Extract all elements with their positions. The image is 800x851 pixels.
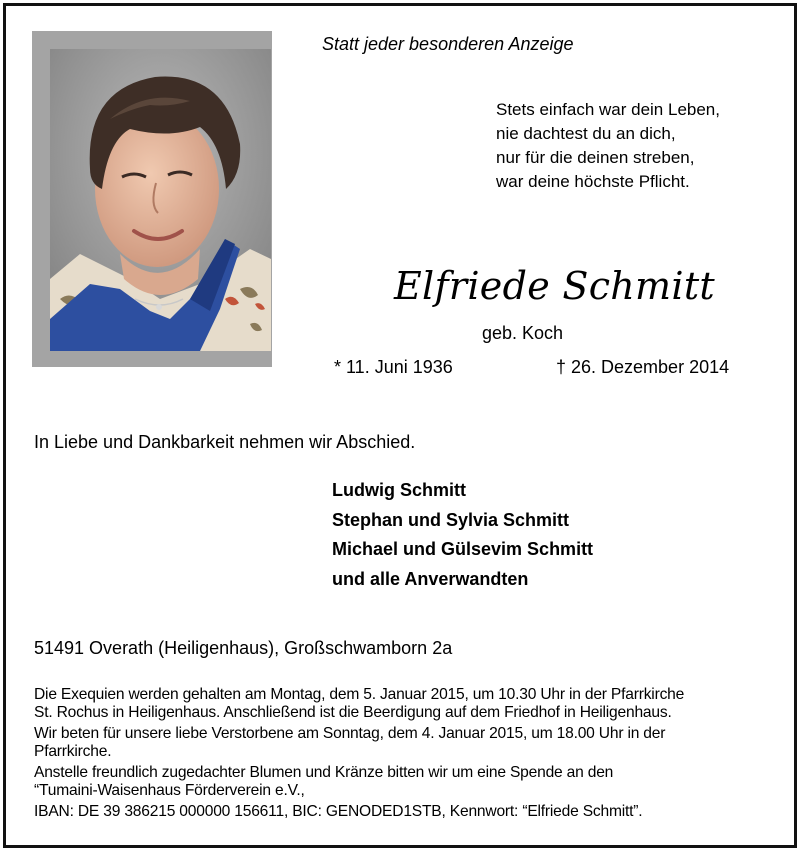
portrait-illustration — [50, 49, 271, 351]
mourner: Ludwig Schmitt — [332, 480, 466, 500]
death-date: † 26. Dezember 2014 — [556, 357, 730, 377]
details-line: Die Exequien werden gehalten am Montag, dem 5. Januar 2015, um 10.30 Uhr in der Pfarrkirche — [34, 686, 685, 703]
birth-date: * 11. Juni 1936 — [334, 357, 453, 377]
service-details — [34, 686, 784, 821]
details-line: Wir beten für unsere liebe Verstorbene am Sonntag, dem 4. Januar 2015, um 18.00 Uhr in der — [34, 725, 666, 742]
details-line: IBAN: DE 39 386215 000000 156611, BIC: GENODED1STB, Kennwort: “Elfriede Schmitt”. — [34, 803, 643, 820]
details-line: Pfarrkirche. — [34, 743, 112, 760]
farewell-line: In Liebe und Dankbarkeit nehmen wir Abschied. — [34, 432, 416, 452]
obituary-notice — [3, 3, 797, 848]
poem-line: nur für die deinen streben, — [496, 148, 695, 167]
mourners-list — [332, 476, 593, 594]
details-line: “Tumaini-Waisenhaus Förderverein e.V., — [34, 782, 305, 799]
maiden-name: geb. Koch — [482, 323, 564, 343]
mourner: und alle Anverwandten — [332, 568, 529, 589]
portrait-frame — [32, 31, 272, 367]
portrait-photo — [50, 49, 271, 351]
notice-tagline: Statt jeder besonderen Anzeige — [322, 34, 574, 54]
family-address: 51491 Overath (Heiligenhaus), Großschwamborn 2a — [34, 638, 453, 658]
mourner: Stephan und Sylvia Schmitt — [332, 509, 570, 530]
deceased-name: Elfriede Schmitt — [394, 264, 715, 308]
poem-line: nie dachtest du an dich, — [496, 124, 676, 143]
poem-line: Stets einfach war dein Leben, — [496, 100, 720, 119]
details-line: St. Rochus in Heiligenhaus. Anschließend ist die Beerdigung auf dem Friedhof in Heiligenhaus. — [34, 704, 672, 721]
details-line: Anstelle freundlich zugedachter Blumen und Kränze bitten wir um eine Spende an den — [34, 764, 614, 781]
poem-line: war deine höchste Pflicht. — [496, 172, 690, 191]
memorial-poem — [496, 98, 720, 194]
mourner: Michael und Gülsevim Schmitt — [332, 539, 594, 559]
